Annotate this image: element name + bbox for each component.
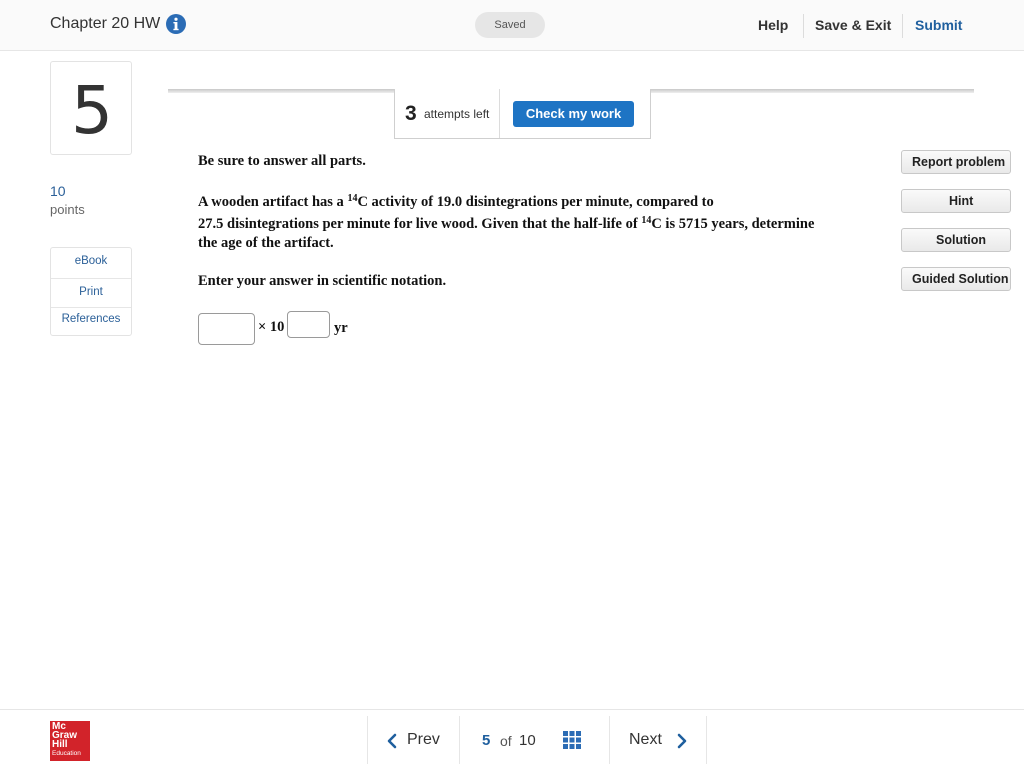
problem-line-2 [198, 215, 814, 233]
page-of-label: of [500, 733, 512, 749]
question-number-box [50, 61, 132, 155]
problem-line-1 [198, 193, 714, 211]
logo-text: Hill [52, 739, 68, 750]
header-divider [902, 14, 903, 38]
problem-text: A wooden artifact has a [198, 194, 348, 210]
attempts-panel [394, 89, 651, 139]
exponent-input[interactable] [287, 311, 330, 338]
save-exit-link[interactable]: Save & Exit [815, 17, 892, 33]
problem-text: C activity of 19.0 disintegrations per minute, compared to [357, 194, 714, 210]
total-pages: 10 [519, 732, 536, 749]
submit-link[interactable]: Submit [915, 17, 963, 33]
logo-text: Education [52, 750, 81, 757]
coefficient-input[interactable] [198, 313, 255, 345]
notation-prompt: Enter your answer in scientific notation. [198, 273, 447, 289]
side-tools [900, 148, 1009, 298]
hint-button[interactable]: Hint [901, 189, 1011, 213]
guided-solution-button[interactable]: Guided Solution [901, 267, 1011, 291]
ebook-link[interactable]: eBook [74, 255, 108, 267]
report-problem-button[interactable]: Report problem [901, 150, 1011, 174]
problem-text: 27.5 disintegrations per minute for live wood. Given that the half-life of [198, 216, 642, 232]
header-divider [803, 14, 804, 38]
resources-panel [50, 247, 132, 336]
chevron-left-icon[interactable] [386, 734, 398, 748]
saved-status-badge: Saved [475, 12, 545, 38]
unit-label: yr [334, 320, 348, 336]
resources-divider [51, 307, 131, 308]
nav-divider [459, 716, 460, 764]
footer-nav [0, 709, 1024, 768]
logo-text: Mc [52, 721, 66, 732]
isotope-superscript: 14 [641, 215, 652, 226]
help-link[interactable]: Help [758, 17, 789, 33]
mcgraw-hill-logo [50, 721, 90, 761]
grid-icon[interactable] [563, 731, 581, 749]
resources-divider [51, 278, 131, 279]
nav-divider [367, 716, 368, 764]
assignment-title: Chapter 20 HW [50, 15, 161, 32]
prev-button[interactable]: Prev [407, 731, 440, 748]
current-page: 5 [482, 732, 491, 749]
check-my-work-button[interactable]: Check my work [513, 101, 634, 127]
nav-divider [706, 716, 707, 764]
attempts-label: attempts left [424, 107, 490, 121]
instruction-text: Be sure to answer all parts. [198, 153, 366, 169]
next-button[interactable]: Next [629, 731, 662, 748]
problem-line-3: the age of the artifact. [198, 235, 334, 251]
references-link[interactable]: References [61, 313, 121, 325]
logo-text: Graw [52, 730, 78, 741]
chevron-right-icon[interactable] [676, 734, 688, 748]
times-ten-label: × 10 [258, 319, 285, 335]
nav-divider [609, 716, 610, 764]
attempts-divider [499, 89, 500, 138]
question-number: 5 [71, 72, 113, 149]
attempts-count: 3 [405, 102, 417, 125]
print-link[interactable]: Print [79, 286, 103, 298]
info-icon[interactable] [166, 14, 186, 34]
isotope-superscript: 14 [347, 193, 358, 204]
points-value: 10 [50, 183, 66, 199]
problem-text: C is 5715 years, determine [651, 216, 815, 232]
points-label: points [50, 202, 85, 217]
top-header [0, 0, 1024, 51]
solution-button[interactable]: Solution [901, 228, 1011, 252]
